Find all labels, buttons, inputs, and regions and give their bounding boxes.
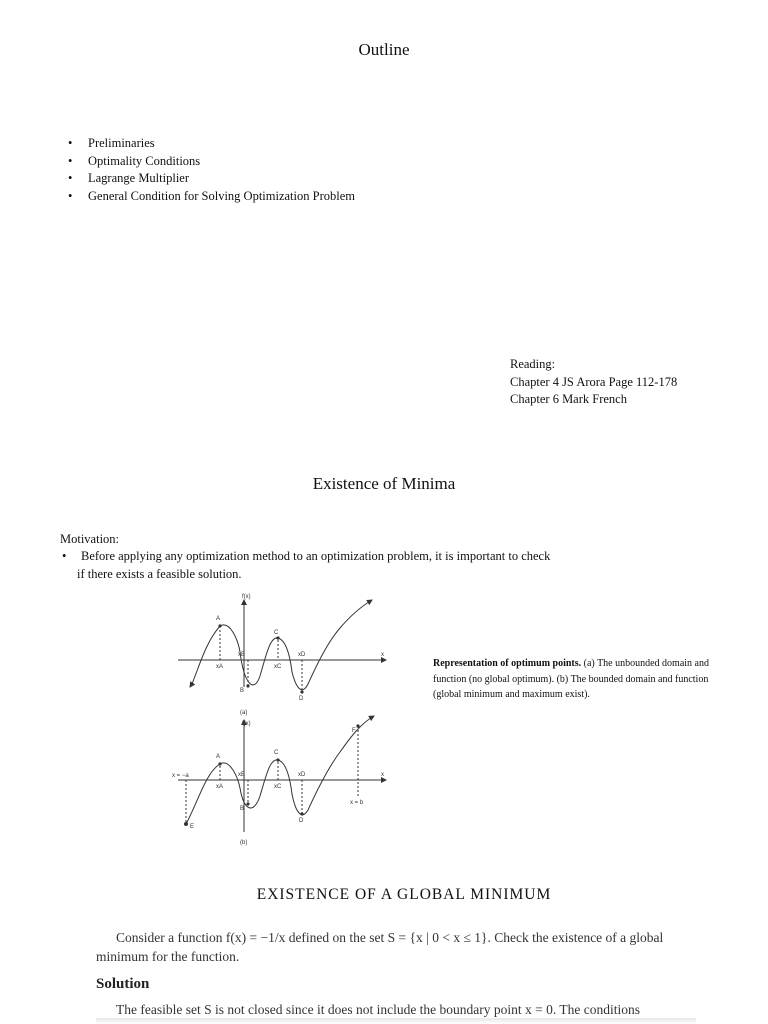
point-label: A bbox=[216, 754, 221, 760]
point-label: F bbox=[352, 728, 356, 734]
cut-off-text-fade bbox=[96, 1018, 696, 1024]
x-label: xC bbox=[274, 784, 282, 790]
minima-title: Existence of Minima bbox=[312, 474, 456, 493]
x-label: xA bbox=[216, 664, 224, 670]
list-item: • Optimality Conditions bbox=[68, 153, 355, 171]
bound-left-label: x = −a bbox=[172, 773, 189, 779]
panel-label-b: (b) bbox=[240, 840, 248, 846]
caption-text: (a) The unbounded domain and function (no global optimum). (b) The bounded domain and function (global minimum and maximum exist). bbox=[433, 658, 709, 700]
reading-line: Chapter 6 Mark French bbox=[510, 392, 627, 406]
x-axis-label-b: x bbox=[381, 772, 384, 778]
list-item: • Preliminaries bbox=[68, 135, 355, 153]
solution-heading: Solution bbox=[96, 976, 150, 992]
reading-label: Reading: bbox=[510, 357, 556, 371]
x-label: xC bbox=[274, 664, 282, 670]
solution-text: The feasible set S is not closed since it does not include the boundary point x = 0. The conditions bbox=[116, 1002, 641, 1017]
x-axis-label-a: x bbox=[381, 652, 384, 658]
bullet-dot: • bbox=[62, 549, 67, 563]
caption-bold: Representation of optimum points. bbox=[433, 658, 582, 669]
y-axis-label-b: f(x) bbox=[242, 721, 251, 727]
point-label: D bbox=[299, 818, 304, 824]
curve-a bbox=[192, 600, 372, 690]
bullet-text-line2: if there exists a feasible solution. bbox=[77, 566, 242, 581]
motivation-label: Motivation: bbox=[60, 532, 120, 546]
point-label: B bbox=[240, 688, 245, 694]
figure-caption bbox=[433, 656, 723, 703]
x-label: xA bbox=[216, 784, 224, 790]
y-axis-label-a: f(x) bbox=[242, 594, 251, 600]
x-label: xD bbox=[298, 772, 306, 778]
reading-block bbox=[510, 356, 677, 409]
problem-text: Consider a function f(x) = −1/x defined on the set S = {x | 0 < x ≤ 1}. Check the existence of a global minimum for the function. bbox=[96, 930, 664, 964]
reading-line: Chapter 4 JS Arora Page 112-178 bbox=[510, 374, 678, 389]
global-minimum-heading: EXISTENCE OF A GLOBAL MINIMUM bbox=[256, 886, 552, 903]
point-label: C bbox=[274, 630, 279, 636]
point-label: A bbox=[216, 616, 221, 622]
outline-list bbox=[68, 135, 355, 205]
bullet-text-line1: Before applying any optimization method to an optimization problem, it is important to check bbox=[81, 549, 551, 563]
x-label: xD bbox=[298, 652, 306, 658]
point-label: B bbox=[240, 806, 245, 812]
list-item: • Lagrange Multiplier bbox=[68, 170, 355, 188]
curve-b bbox=[186, 716, 374, 824]
x-label: xB bbox=[238, 652, 246, 658]
panel-label-a: (a) bbox=[240, 710, 248, 716]
point-label: C bbox=[274, 750, 279, 756]
motivation-bullet bbox=[60, 548, 640, 583]
point-label: D bbox=[299, 696, 304, 702]
optimum-points-figure bbox=[168, 592, 408, 854]
point-label: E bbox=[190, 824, 195, 830]
outline-title: Outline bbox=[358, 40, 410, 59]
x-label: xB bbox=[238, 772, 246, 778]
bound-right-label: x = b bbox=[350, 800, 364, 806]
list-item: • General Condition for Solving Optimization Problem bbox=[68, 188, 355, 206]
